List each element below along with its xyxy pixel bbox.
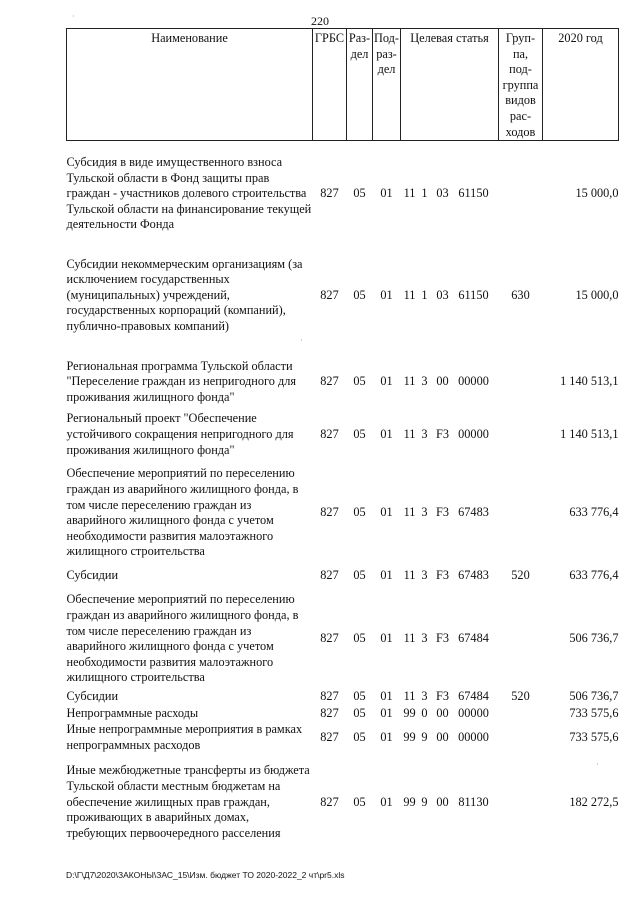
budget-table [66, 28, 619, 851]
target-article-part: 00000 [458, 374, 489, 389]
row-expense-group [499, 722, 543, 753]
target-article-part: 67484 [458, 688, 489, 703]
row-grbs: 827 [320, 505, 339, 520]
row-target-article [401, 688, 499, 705]
row-target-article [401, 241, 499, 345]
row-expense-group: 520 [511, 688, 530, 703]
row-amount: 733 575,6 [569, 705, 619, 720]
row-podrazdel: 01 [380, 186, 393, 201]
row-name: Субсидии некоммерческим организациям (за исключением государственных (муниципальных) учреждений, государственных корпораций (компаний), публично-правовых компаний) [66, 256, 303, 334]
target-article-part: 00 [436, 730, 449, 745]
table-body [67, 141, 619, 852]
row-razdel: 05 [353, 568, 366, 583]
row-name: Региональная программа Тульской области "Переселение граждан из непригодного для проживания жилищного фонда" [66, 358, 297, 404]
header-year: 2020 год [543, 29, 619, 141]
row-podrazdel: 01 [380, 374, 393, 389]
header-grbs: ГРБС [313, 29, 347, 141]
table-row [67, 405, 619, 458]
target-article-part: 00000 [458, 427, 489, 442]
target-article-part: 11 [403, 287, 416, 302]
row-razdel: 05 [353, 705, 366, 720]
row-podrazdel: 01 [380, 568, 393, 583]
target-article-part: 1 [421, 287, 428, 302]
row-expense-group [499, 705, 543, 722]
row-expense-group [499, 458, 543, 562]
target-article-part: 11 [403, 505, 416, 520]
target-article-part: 9 [421, 730, 428, 745]
scan-mark: · [72, 12, 75, 21]
scan-mark: · [596, 760, 599, 769]
target-article-part: F3 [436, 427, 449, 442]
table-row [67, 345, 619, 406]
row-grbs: 827 [320, 374, 339, 389]
row-grbs: 827 [320, 688, 339, 703]
target-article-part: 00 [436, 794, 449, 809]
target-article-part: 11 [403, 568, 416, 583]
row-razdel: 05 [353, 427, 366, 442]
row-podrazdel: 01 [380, 505, 393, 520]
target-article-part: 61150 [458, 287, 489, 302]
row-target-article [401, 141, 499, 241]
row-grbs: 827 [320, 427, 339, 442]
row-target-article [401, 584, 499, 688]
row-name: Субсидии [66, 568, 119, 583]
target-article-part: 3 [421, 568, 428, 583]
row-expense-group [499, 753, 543, 851]
row-podrazdel: 01 [380, 631, 393, 646]
row-grbs: 827 [320, 631, 339, 646]
row-name: Непрограммные расходы [66, 705, 199, 720]
row-amount: 633 776,4 [569, 505, 619, 520]
header-expense-group: Груп- па, под- группа видов рас- ходов [499, 29, 543, 141]
table-header-row [67, 29, 619, 141]
row-target-article [401, 722, 499, 753]
table-row [67, 753, 619, 851]
scan-mark: · [300, 336, 303, 345]
target-article-part: 67483 [458, 568, 489, 583]
row-target-article [401, 345, 499, 406]
target-article-part: 00 [436, 705, 449, 720]
row-grbs: 827 [320, 287, 339, 302]
row-podrazdel: 01 [380, 688, 393, 703]
target-article-part: 1 [421, 186, 428, 201]
target-article-part: 3 [421, 505, 428, 520]
row-amount: 1 140 513,1 [560, 427, 619, 442]
header-razdel: Раз- дел [347, 29, 373, 141]
target-article-part: 0 [421, 705, 428, 720]
row-grbs: 827 [320, 730, 339, 745]
row-razdel: 05 [353, 730, 366, 745]
target-article-part: 67484 [458, 631, 489, 646]
row-amount: 15 000,0 [575, 186, 619, 201]
table-row [67, 688, 619, 705]
row-expense-group [499, 405, 543, 458]
row-podrazdel: 01 [380, 705, 393, 720]
target-article-part: F3 [436, 568, 449, 583]
target-article-part: 99 [403, 794, 416, 809]
row-razdel: 05 [353, 374, 366, 389]
target-article-part: 11 [403, 186, 416, 201]
target-article-part: 3 [421, 631, 428, 646]
row-name: Субсидии [66, 688, 119, 703]
target-article-part: 03 [436, 287, 449, 302]
row-target-article [401, 458, 499, 562]
row-grbs: 827 [320, 186, 339, 201]
row-podrazdel: 01 [380, 794, 393, 809]
row-amount: 733 575,6 [569, 730, 619, 745]
file-path-footer: D:\Г\Д7\2020\ЗАКОНЫ\ЗАС_15\Изм. бюджет ТО 2020-2022_2 чт\pr5.xls [66, 870, 345, 880]
budget-table-container [66, 28, 618, 851]
row-podrazdel: 01 [380, 287, 393, 302]
target-article-part: 11 [403, 427, 416, 442]
row-target-article [401, 562, 499, 584]
target-article-part: 9 [421, 794, 428, 809]
row-expense-group [499, 345, 543, 406]
row-podrazdel: 01 [380, 427, 393, 442]
row-name: Иные непрограммные мероприятия в рамках непрограммных расходов [66, 722, 303, 752]
row-grbs: 827 [320, 568, 339, 583]
row-amount: 506 736,7 [569, 631, 619, 646]
row-target-article [401, 405, 499, 458]
row-amount: 1 140 513,1 [560, 374, 619, 389]
page-number: 220 [311, 14, 329, 28]
row-expense-group [499, 141, 543, 241]
target-article-part: F3 [436, 631, 449, 646]
header-target-article: Целевая статья [401, 29, 499, 141]
target-article-part: 67483 [458, 505, 489, 520]
row-podrazdel: 01 [380, 730, 393, 745]
target-article-part: 81130 [458, 794, 489, 809]
row-expense-group: 630 [511, 287, 530, 302]
target-article-part: 00000 [458, 730, 489, 745]
header-name: Наименование [67, 29, 313, 141]
target-article-part: 3 [421, 688, 428, 703]
row-razdel: 05 [353, 186, 366, 201]
row-amount: 15 000,0 [575, 287, 619, 302]
target-article-part: 03 [436, 186, 449, 201]
target-article-part: 99 [403, 730, 416, 745]
table-row [67, 705, 619, 722]
target-article-part: 61150 [458, 186, 489, 201]
target-article-part: 11 [403, 631, 416, 646]
table-row [67, 458, 619, 562]
target-article-part: 11 [403, 374, 416, 389]
target-article-part: F3 [436, 688, 449, 703]
row-expense-group: 520 [511, 568, 530, 583]
row-razdel: 05 [353, 505, 366, 520]
row-grbs: 827 [320, 705, 339, 720]
table-row [67, 141, 619, 241]
row-name: Субсидия в виде имущественного взноса Тульской области в Фонд защиты прав граждан - участников долевого строительства Тульской области на финансирование текущей деятельности Фонда [66, 154, 312, 232]
row-name: Обеспечение мероприятий по переселению граждан из аварийного жилищного фонда, в том числе переселению граждан из аварийного жилищного фонда с учетом необходимости развития малоэтажного жилищного строительства [66, 466, 299, 559]
table-row [67, 562, 619, 584]
row-amount: 506 736,7 [569, 688, 619, 703]
target-article-part: 00000 [458, 705, 489, 720]
header-podrazdel: Под- раз- дел [373, 29, 401, 141]
row-razdel: 05 [353, 794, 366, 809]
table-row [67, 241, 619, 345]
target-article-part: 3 [421, 427, 428, 442]
target-article-part: 3 [421, 374, 428, 389]
row-amount: 182 272,5 [569, 794, 619, 809]
row-name: Региональный проект "Обеспечение устойчивого сокращения непригодного для проживания жилищного фонда" [66, 411, 294, 457]
row-expense-group [499, 584, 543, 688]
row-name: Иные межбюджетные трансферты из бюджета Тульской области местным бюджетам на обеспечение жилищных прав граждан, проживающих в аварийных домах, требующих первоочередного расселения [66, 763, 310, 840]
table-row [67, 584, 619, 688]
target-article-part: F3 [436, 505, 449, 520]
table-row [67, 722, 619, 753]
row-razdel: 05 [353, 631, 366, 646]
row-grbs: 827 [320, 794, 339, 809]
target-article-part: 00 [436, 374, 449, 389]
row-name: Обеспечение мероприятий по переселению граждан из аварийного жилищного фонда, в том числе переселению граждан из аварийного жилищного фонда с учетом необходимости развития малоэтажного жилищного строительства [66, 592, 299, 685]
target-article-part: 11 [403, 688, 416, 703]
row-target-article [401, 705, 499, 722]
row-amount: 633 776,4 [569, 568, 619, 583]
target-article-part: 99 [403, 705, 416, 720]
row-target-article [401, 753, 499, 851]
row-razdel: 05 [353, 688, 366, 703]
row-razdel: 05 [353, 287, 366, 302]
